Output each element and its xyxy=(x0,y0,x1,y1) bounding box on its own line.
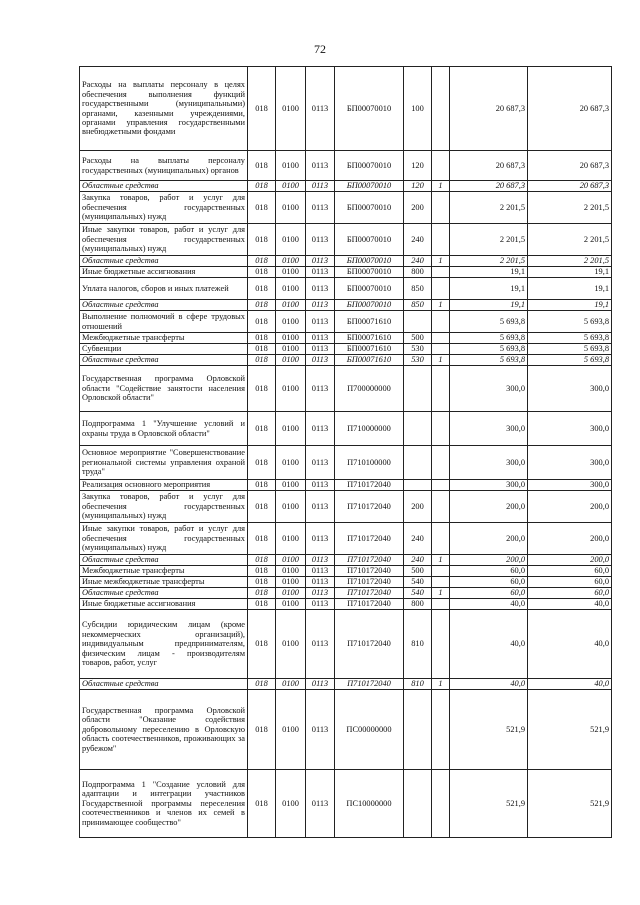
row-name: Иные бюджетные ассигнования xyxy=(80,267,248,278)
funding-source-code xyxy=(432,599,450,610)
table-row xyxy=(80,344,612,355)
amount-year-2: 200,0 xyxy=(528,491,612,523)
amount-year-2: 60,0 xyxy=(528,588,612,599)
expense-type-code: 500 xyxy=(404,333,432,344)
expense-type-code: 500 xyxy=(404,566,432,577)
funding-source-code xyxy=(432,267,450,278)
amount-year-1: 40,0 xyxy=(450,679,528,690)
expense-type-code: 540 xyxy=(404,577,432,588)
expense-type-code xyxy=(404,366,432,412)
amount-year-2: 5 693,8 xyxy=(528,344,612,355)
expense-type-code: 810 xyxy=(404,679,432,690)
expense-type-code: 850 xyxy=(404,278,432,300)
funding-source-code xyxy=(432,610,450,679)
funding-source-code xyxy=(432,333,450,344)
subsection-code: 0113 xyxy=(306,366,335,412)
subsection-code: 0113 xyxy=(306,480,335,491)
target-article-code: П710172040 xyxy=(335,523,404,555)
section-code: 0100 xyxy=(276,523,306,555)
amount-year-2: 300,0 xyxy=(528,480,612,491)
funding-source-code: 1 xyxy=(432,679,450,690)
subsection-code: 0113 xyxy=(306,181,335,192)
amount-year-1: 200,0 xyxy=(450,555,528,566)
target-article-code: П710100000 xyxy=(335,446,404,480)
expense-type-code xyxy=(404,412,432,446)
target-article-code: ПС00000000 xyxy=(335,690,404,770)
table-row xyxy=(80,610,612,679)
amount-year-2: 2 201,5 xyxy=(528,224,612,256)
table-row xyxy=(80,770,612,838)
amount-year-2: 40,0 xyxy=(528,679,612,690)
row-name: Областные средства xyxy=(80,588,248,599)
table-row xyxy=(80,67,612,151)
budget-table xyxy=(79,66,612,838)
expense-type-code: 240 xyxy=(404,224,432,256)
target-article-code: П710172040 xyxy=(335,577,404,588)
amount-year-2: 5 693,8 xyxy=(528,311,612,333)
amount-year-2: 300,0 xyxy=(528,412,612,446)
subsection-code: 0113 xyxy=(306,577,335,588)
section-code: 0100 xyxy=(276,690,306,770)
grbs-code: 018 xyxy=(248,192,276,224)
expense-type-code: 240 xyxy=(404,555,432,566)
target-article-code: БП00070010 xyxy=(335,151,404,181)
amount-year-1: 5 693,8 xyxy=(450,344,528,355)
amount-year-2: 521,9 xyxy=(528,690,612,770)
funding-source-code: 1 xyxy=(432,355,450,366)
target-article-code: БП00070010 xyxy=(335,192,404,224)
grbs-code: 018 xyxy=(248,355,276,366)
target-article-code: БП00070010 xyxy=(335,300,404,311)
row-name: Областные средства xyxy=(80,679,248,690)
section-code: 0100 xyxy=(276,256,306,267)
grbs-code: 018 xyxy=(248,412,276,446)
grbs-code: 018 xyxy=(248,224,276,256)
amount-year-2: 20 687,3 xyxy=(528,67,612,151)
expense-type-code: 240 xyxy=(404,256,432,267)
subsection-code: 0113 xyxy=(306,333,335,344)
amount-year-1: 20 687,3 xyxy=(450,151,528,181)
amount-year-2: 40,0 xyxy=(528,599,612,610)
amount-year-2: 19,1 xyxy=(528,300,612,311)
row-name: Иные закупки товаров, работ и услуг для обеспечения государственных (муниципальных) нужд xyxy=(80,523,248,555)
funding-source-code xyxy=(432,311,450,333)
amount-year-1: 300,0 xyxy=(450,480,528,491)
funding-source-code xyxy=(432,192,450,224)
grbs-code: 018 xyxy=(248,566,276,577)
section-code: 0100 xyxy=(276,151,306,181)
subsection-code: 0113 xyxy=(306,566,335,577)
section-code: 0100 xyxy=(276,599,306,610)
table-row xyxy=(80,181,612,192)
amount-year-2: 60,0 xyxy=(528,577,612,588)
target-article-code: П710172040 xyxy=(335,566,404,577)
expense-type-code: 800 xyxy=(404,599,432,610)
amount-year-1: 20 687,3 xyxy=(450,67,528,151)
target-article-code: БП00071610 xyxy=(335,311,404,333)
funding-source-code: 1 xyxy=(432,300,450,311)
table-row xyxy=(80,555,612,566)
expense-type-code: 530 xyxy=(404,344,432,355)
row-name: Областные средства xyxy=(80,300,248,311)
table-row xyxy=(80,151,612,181)
row-name: Областные средства xyxy=(80,355,248,366)
target-article-code: БП00070010 xyxy=(335,256,404,267)
funding-source-code xyxy=(432,523,450,555)
row-name: Областные средства xyxy=(80,181,248,192)
target-article-code: П710172040 xyxy=(335,679,404,690)
row-name: Областные средства xyxy=(80,555,248,566)
grbs-code: 018 xyxy=(248,67,276,151)
funding-source-code xyxy=(432,446,450,480)
grbs-code: 018 xyxy=(248,300,276,311)
grbs-code: 018 xyxy=(248,679,276,690)
expense-type-code xyxy=(404,690,432,770)
amount-year-1: 2 201,5 xyxy=(450,256,528,267)
subsection-code: 0113 xyxy=(306,267,335,278)
amount-year-1: 19,1 xyxy=(450,300,528,311)
table-row xyxy=(80,446,612,480)
row-name: Межбюджетные трансферты xyxy=(80,566,248,577)
funding-source-code xyxy=(432,344,450,355)
subsection-code: 0113 xyxy=(306,278,335,300)
target-article-code: БП00070010 xyxy=(335,67,404,151)
section-code: 0100 xyxy=(276,412,306,446)
table-row xyxy=(80,224,612,256)
table-row xyxy=(80,599,612,610)
section-code: 0100 xyxy=(276,491,306,523)
section-code: 0100 xyxy=(276,577,306,588)
subsection-code: 0113 xyxy=(306,555,335,566)
table-row xyxy=(80,267,612,278)
section-code: 0100 xyxy=(276,278,306,300)
row-name: Иные закупки товаров, работ и услуг для обеспечения государственных (муниципальных) нужд xyxy=(80,224,248,256)
section-code: 0100 xyxy=(276,224,306,256)
row-name: Государственная программа Орловской области "Оказание содействия добровольному переселению в Орловскую область соотечественников, проживающих за рубежом" xyxy=(80,690,248,770)
amount-year-2: 19,1 xyxy=(528,278,612,300)
table-row xyxy=(80,333,612,344)
target-article-code: ПС10000000 xyxy=(335,770,404,838)
amount-year-1: 40,0 xyxy=(450,599,528,610)
grbs-code: 018 xyxy=(248,181,276,192)
target-article-code: П700000000 xyxy=(335,366,404,412)
table-row xyxy=(80,355,612,366)
section-code: 0100 xyxy=(276,181,306,192)
grbs-code: 018 xyxy=(248,491,276,523)
section-code: 0100 xyxy=(276,770,306,838)
amount-year-1: 20 687,3 xyxy=(450,181,528,192)
grbs-code: 018 xyxy=(248,770,276,838)
amount-year-2: 5 693,8 xyxy=(528,355,612,366)
funding-source-code xyxy=(432,278,450,300)
table-row xyxy=(80,311,612,333)
section-code: 0100 xyxy=(276,610,306,679)
funding-source-code xyxy=(432,491,450,523)
row-name: Субвенции xyxy=(80,344,248,355)
section-code: 0100 xyxy=(276,192,306,224)
table-row xyxy=(80,523,612,555)
expense-type-code: 530 xyxy=(404,355,432,366)
grbs-code: 018 xyxy=(248,523,276,555)
funding-source-code xyxy=(432,566,450,577)
section-code: 0100 xyxy=(276,67,306,151)
amount-year-1: 60,0 xyxy=(450,566,528,577)
row-name: Подпрограмма 1 "Создание условий для адаптации и интеграции участников Государственной программы переселения соотечественников и членов их семей в принимающее сообщество" xyxy=(80,770,248,838)
target-article-code: БП00071610 xyxy=(335,344,404,355)
amount-year-2: 5 693,8 xyxy=(528,333,612,344)
amount-year-1: 60,0 xyxy=(450,588,528,599)
funding-source-code xyxy=(432,366,450,412)
row-name: Закупка товаров, работ и услуг для обеспечения государственных (муниципальных) нужд xyxy=(80,192,248,224)
row-name: Государственная программа Орловской области "Содействие занятости населения Орловской области" xyxy=(80,366,248,412)
amount-year-1: 5 693,8 xyxy=(450,355,528,366)
subsection-code: 0113 xyxy=(306,770,335,838)
grbs-code: 018 xyxy=(248,278,276,300)
expense-type-code: 200 xyxy=(404,491,432,523)
expense-type-code: 850 xyxy=(404,300,432,311)
row-name: Субсидии юридическим лицам (кроме некоммерческих организаций), индивидуальным предпринимателям, физическим лицам - производителям товаров, работ, услуг xyxy=(80,610,248,679)
target-article-code: П710000000 xyxy=(335,412,404,446)
grbs-code: 018 xyxy=(248,690,276,770)
amount-year-1: 300,0 xyxy=(450,446,528,480)
row-name: Закупка товаров, работ и услуг для обеспечения государственных (муниципальных) нужд xyxy=(80,491,248,523)
section-code: 0100 xyxy=(276,344,306,355)
table-row xyxy=(80,566,612,577)
subsection-code: 0113 xyxy=(306,311,335,333)
subsection-code: 0113 xyxy=(306,344,335,355)
subsection-code: 0113 xyxy=(306,446,335,480)
amount-year-1: 521,9 xyxy=(450,690,528,770)
target-article-code: П710172040 xyxy=(335,555,404,566)
subsection-code: 0113 xyxy=(306,151,335,181)
funding-source-code xyxy=(432,770,450,838)
section-code: 0100 xyxy=(276,679,306,690)
amount-year-1: 300,0 xyxy=(450,412,528,446)
amount-year-2: 200,0 xyxy=(528,523,612,555)
funding-source-code: 1 xyxy=(432,555,450,566)
subsection-code: 0113 xyxy=(306,679,335,690)
row-name: Расходы на выплаты персоналу в целях обеспечения выполнения функций государственными (муниципальными) органами, казенными учреждениями, органами управления государственными внебюджетными фондами xyxy=(80,67,248,151)
funding-source-code xyxy=(432,151,450,181)
expense-type-code: 200 xyxy=(404,192,432,224)
funding-source-code: 1 xyxy=(432,256,450,267)
amount-year-2: 200,0 xyxy=(528,555,612,566)
row-name: Выполнение полномочий в сфере трудовых отношений xyxy=(80,311,248,333)
expense-type-code: 810 xyxy=(404,610,432,679)
row-name: Основное мероприятие "Совершенствование региональной системы управления охраной труда" xyxy=(80,446,248,480)
target-article-code: П710172040 xyxy=(335,491,404,523)
table-row xyxy=(80,679,612,690)
grbs-code: 018 xyxy=(248,599,276,610)
amount-year-2: 2 201,5 xyxy=(528,256,612,267)
amount-year-2: 2 201,5 xyxy=(528,192,612,224)
table-row xyxy=(80,491,612,523)
amount-year-1: 40,0 xyxy=(450,610,528,679)
table-row xyxy=(80,690,612,770)
subsection-code: 0113 xyxy=(306,355,335,366)
target-article-code: БП00070010 xyxy=(335,181,404,192)
subsection-code: 0113 xyxy=(306,610,335,679)
subsection-code: 0113 xyxy=(306,224,335,256)
funding-source-code xyxy=(432,67,450,151)
row-name: Расходы на выплаты персоналу государственных (муниципальных) органов xyxy=(80,151,248,181)
amount-year-2: 300,0 xyxy=(528,366,612,412)
row-name: Уплата налогов, сборов и иных платежей xyxy=(80,278,248,300)
funding-source-code xyxy=(432,690,450,770)
grbs-code: 018 xyxy=(248,311,276,333)
target-article-code: П710172040 xyxy=(335,610,404,679)
amount-year-1: 19,1 xyxy=(450,267,528,278)
funding-source-code xyxy=(432,480,450,491)
row-name: Подпрограмма 1 "Улучшение условий и охраны труда в Орловской области" xyxy=(80,412,248,446)
grbs-code: 018 xyxy=(248,151,276,181)
expense-type-code: 120 xyxy=(404,181,432,192)
grbs-code: 018 xyxy=(248,366,276,412)
row-name: Межбюджетные трансферты xyxy=(80,333,248,344)
funding-source-code xyxy=(432,577,450,588)
section-code: 0100 xyxy=(276,267,306,278)
target-article-code: БП00070010 xyxy=(335,224,404,256)
grbs-code: 018 xyxy=(248,588,276,599)
amount-year-1: 5 693,8 xyxy=(450,311,528,333)
grbs-code: 018 xyxy=(248,267,276,278)
table-row xyxy=(80,577,612,588)
grbs-code: 018 xyxy=(248,256,276,267)
target-article-code: П710172040 xyxy=(335,588,404,599)
table-row xyxy=(80,480,612,491)
subsection-code: 0113 xyxy=(306,412,335,446)
subsection-code: 0113 xyxy=(306,300,335,311)
funding-source-code: 1 xyxy=(432,181,450,192)
subsection-code: 0113 xyxy=(306,192,335,224)
section-code: 0100 xyxy=(276,300,306,311)
section-code: 0100 xyxy=(276,366,306,412)
expense-type-code: 120 xyxy=(404,151,432,181)
subsection-code: 0113 xyxy=(306,67,335,151)
target-article-code: БП00070010 xyxy=(335,278,404,300)
table-row xyxy=(80,256,612,267)
row-name: Иные бюджетные ассигнования xyxy=(80,599,248,610)
section-code: 0100 xyxy=(276,333,306,344)
target-article-code: П710172040 xyxy=(335,599,404,610)
grbs-code: 018 xyxy=(248,344,276,355)
table-row xyxy=(80,192,612,224)
grbs-code: 018 xyxy=(248,610,276,679)
section-code: 0100 xyxy=(276,446,306,480)
target-article-code: БП00071610 xyxy=(335,333,404,344)
target-article-code: П710172040 xyxy=(335,480,404,491)
amount-year-1: 2 201,5 xyxy=(450,224,528,256)
row-name: Иные межбюджетные трансферты xyxy=(80,577,248,588)
amount-year-2: 20 687,3 xyxy=(528,181,612,192)
subsection-code: 0113 xyxy=(306,599,335,610)
section-code: 0100 xyxy=(276,355,306,366)
funding-source-code: 1 xyxy=(432,588,450,599)
subsection-code: 0113 xyxy=(306,523,335,555)
row-name: Реализация основного мероприятия xyxy=(80,480,248,491)
amount-year-1: 19,1 xyxy=(450,278,528,300)
amount-year-1: 60,0 xyxy=(450,577,528,588)
table-row xyxy=(80,366,612,412)
row-name: Областные средства xyxy=(80,256,248,267)
section-code: 0100 xyxy=(276,566,306,577)
table-row xyxy=(80,278,612,300)
amount-year-2: 40,0 xyxy=(528,610,612,679)
subsection-code: 0113 xyxy=(306,690,335,770)
subsection-code: 0113 xyxy=(306,256,335,267)
subsection-code: 0113 xyxy=(306,491,335,523)
expense-type-code xyxy=(404,311,432,333)
amount-year-1: 5 693,8 xyxy=(450,333,528,344)
expense-type-code: 240 xyxy=(404,523,432,555)
grbs-code: 018 xyxy=(248,555,276,566)
amount-year-2: 60,0 xyxy=(528,566,612,577)
expense-type-code xyxy=(404,770,432,838)
amount-year-1: 521,9 xyxy=(450,770,528,838)
amount-year-2: 20 687,3 xyxy=(528,151,612,181)
grbs-code: 018 xyxy=(248,577,276,588)
section-code: 0100 xyxy=(276,555,306,566)
table-row xyxy=(80,412,612,446)
target-article-code: БП00070010 xyxy=(335,267,404,278)
amount-year-2: 300,0 xyxy=(528,446,612,480)
table-row xyxy=(80,588,612,599)
amount-year-1: 300,0 xyxy=(450,366,528,412)
amount-year-1: 2 201,5 xyxy=(450,192,528,224)
expense-type-code: 800 xyxy=(404,267,432,278)
expense-type-code xyxy=(404,446,432,480)
table-row xyxy=(80,300,612,311)
section-code: 0100 xyxy=(276,588,306,599)
amount-year-1: 200,0 xyxy=(450,491,528,523)
section-code: 0100 xyxy=(276,311,306,333)
funding-source-code xyxy=(432,224,450,256)
grbs-code: 018 xyxy=(248,480,276,491)
funding-source-code xyxy=(432,412,450,446)
grbs-code: 018 xyxy=(248,446,276,480)
target-article-code: БП00071610 xyxy=(335,355,404,366)
amount-year-1: 200,0 xyxy=(450,523,528,555)
expense-type-code: 100 xyxy=(404,67,432,151)
expense-type-code xyxy=(404,480,432,491)
page-number: 72 xyxy=(314,42,326,56)
amount-year-2: 19,1 xyxy=(528,267,612,278)
amount-year-2: 521,9 xyxy=(528,770,612,838)
budget-table-body xyxy=(80,67,612,838)
expense-type-code: 540 xyxy=(404,588,432,599)
section-code: 0100 xyxy=(276,480,306,491)
grbs-code: 018 xyxy=(248,333,276,344)
subsection-code: 0113 xyxy=(306,588,335,599)
